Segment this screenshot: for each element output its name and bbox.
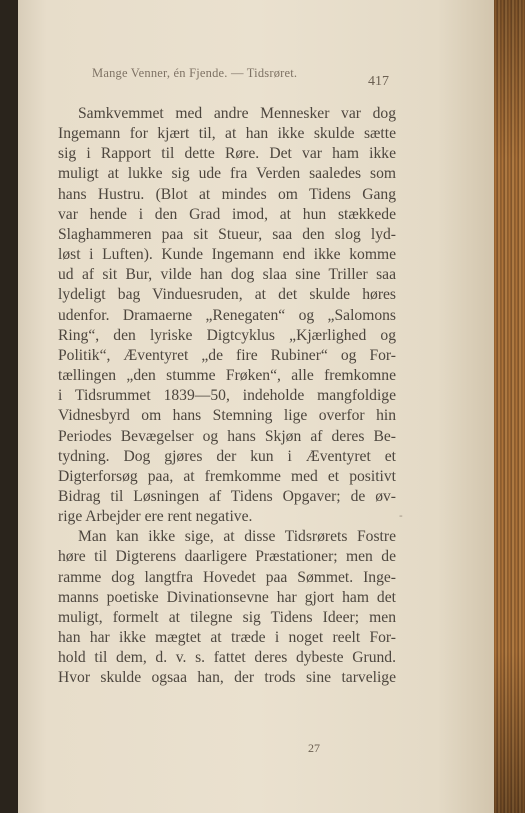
text-line: tydning. Dog gjøres der kun i Æventyret et [58, 447, 396, 465]
text-line: Bidrag til Løsningen af Tidens Opgaver; de øv- [58, 487, 396, 505]
text-line: var hende i den Grad imod, at hun stækkede [58, 205, 396, 223]
text-line: ud af sit Bur, vilde han dog slaa sine Triller saa [58, 266, 396, 284]
page-number: 417 [368, 74, 389, 89]
text-line: Ring“, den lyriske Digtcyklus „Kjærlighed og [58, 326, 396, 344]
text-line: Vidnesbyrd om hans Stemning lige overfor hin [58, 407, 396, 425]
paragraph-1 [58, 104, 396, 527]
text-line: Slaghammeren paa sit Stueur, saa den slog lyd- [58, 225, 396, 243]
body-text [58, 104, 396, 689]
signature-mark: 27 [308, 741, 320, 755]
text-line: muligt at lukke sig ude fra Verden saaledes som [58, 165, 396, 183]
text-line: sig i Rapport til dette Røre. Det var ham ikke [58, 145, 396, 163]
text-line: rige Arbejder ere rent negative. [58, 508, 253, 526]
text-line: manns poetiske Divinationsevne har gjort ham det [58, 588, 396, 606]
text-line: ramme dog langtfra Hovedet paa Sømmet. Inge- [58, 568, 396, 586]
text-line: lydeligt bag Vinduesruden, at det skulde høres [58, 286, 396, 304]
text-line: i Tidsrummet 1839—50, indeholde mangfoldige [58, 387, 396, 405]
text-line: Man kan ikke sige, at disse Tidsrørets Fostre [78, 528, 396, 546]
text-line: høre til Digterens daarligere Præstationer; men de [58, 548, 396, 566]
text-line: Politik“, Æventyret „de fire Rubiner“ og For- [58, 346, 396, 364]
page-edges-shadow [494, 0, 525, 813]
text-line: tællingen „den stumme Frøken“, alle fremkomne [58, 367, 396, 385]
paragraph-2 [58, 527, 396, 688]
text-line: hold til dem, d. v. s. fattet deres dybeste Grund. [58, 649, 396, 667]
text-line: hans Hustru. (Blot at mindes om Tidens Gang [58, 185, 396, 203]
text-line: Hvor skulde ogsaa han, der trods sine tarvelige [58, 669, 396, 687]
margin-mark: - [399, 509, 403, 522]
running-header: Mange Venner, én Fjende. — Tidsrøret. [92, 66, 298, 80]
text-line: Periodes Bevægelser og hans Skjøn af deres Be- [58, 427, 396, 445]
text-line: løst i Luften). Kunde Ingemann end ikke komme [58, 246, 396, 264]
text-line: udenfor. Dramaerne „Renegaten“ og „Salomons [58, 306, 396, 324]
text-line: Digterforsøg paa, at fremkomme med et positivt [58, 467, 396, 485]
text-line: Samkvemmet med andre Mennesker var dog [78, 105, 396, 122]
text-line: Ingemann for kjært til, at han ikke skulde sætte [58, 125, 396, 143]
text-line: muligt, formelt at tilegne sig Tidens Ideer; men [58, 608, 396, 626]
text-line: han har ikke mægtet at træde i noget reelt For- [58, 629, 396, 647]
